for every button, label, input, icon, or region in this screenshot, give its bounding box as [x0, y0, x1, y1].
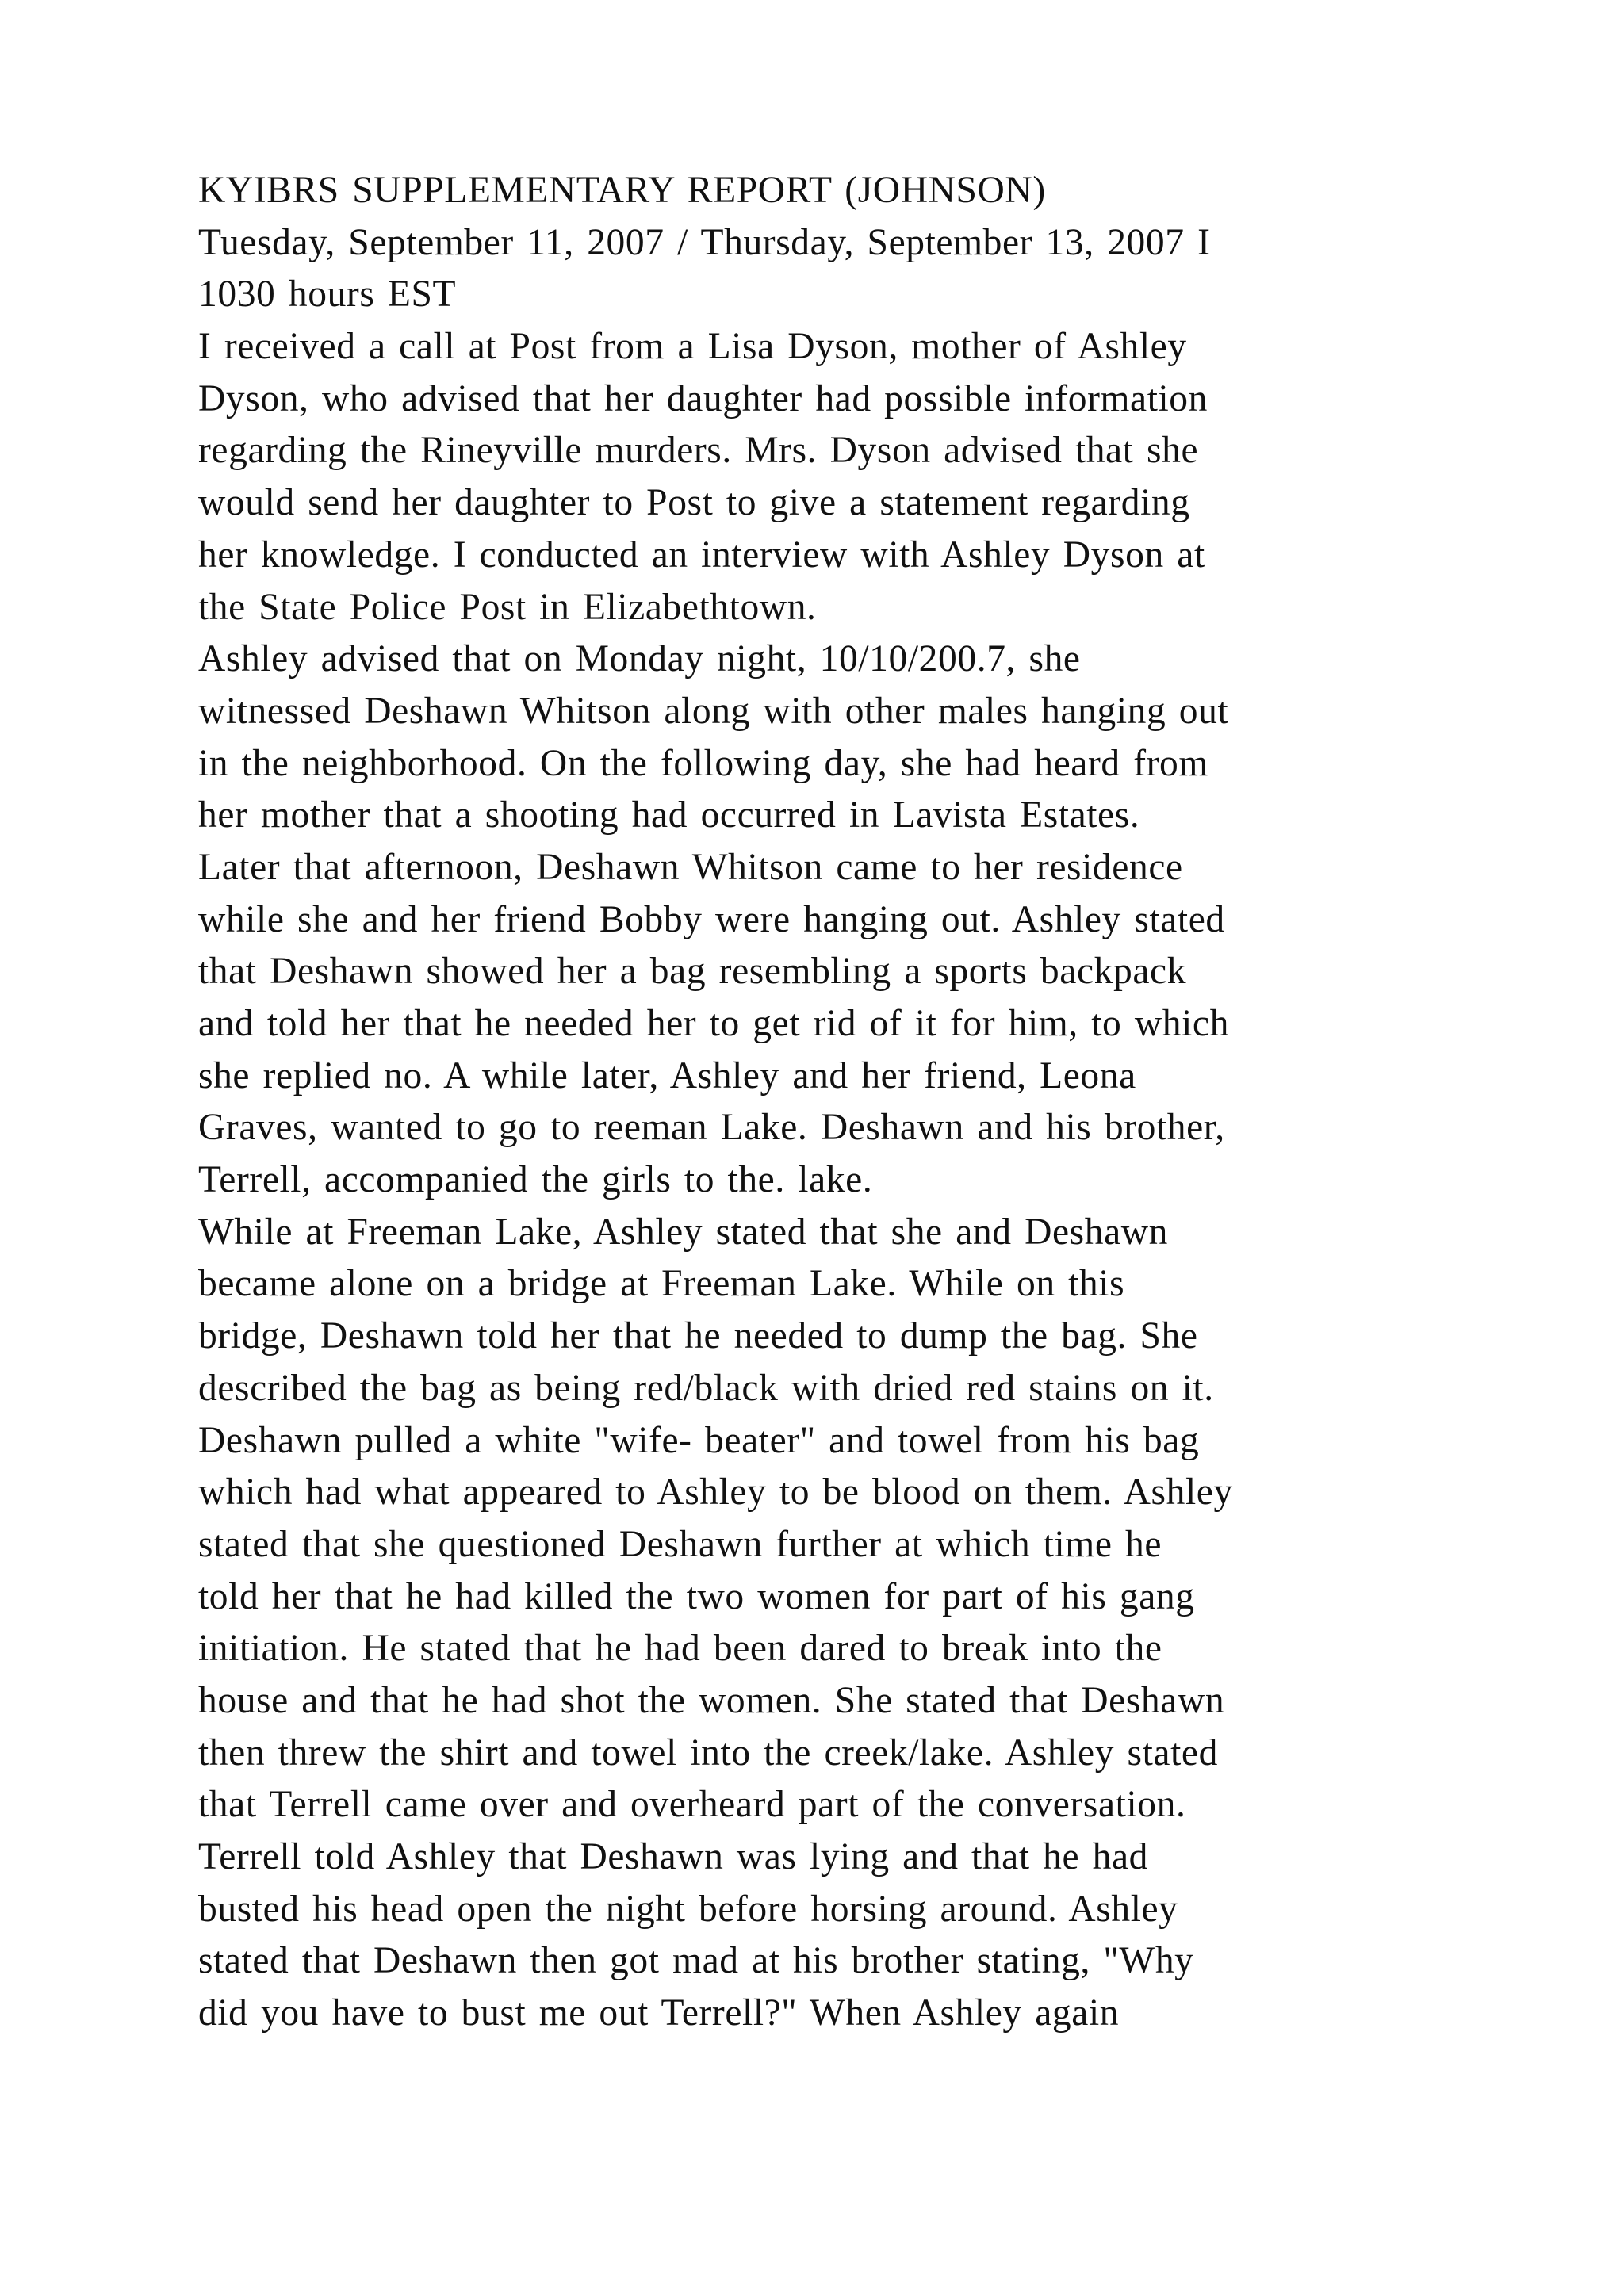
text-line: her mother that a shooting had occurred in Lavista Estates.: [198, 794, 1140, 836]
text-line: while she and her friend Bobby were hanging out. Ashley stated: [198, 898, 1225, 940]
report-title: KYIBRS SUPPLEMENTARY REPORT (JOHNSON): [198, 170, 1046, 211]
text-line: stated that she questioned Deshawn further at which time he: [198, 1523, 1162, 1565]
text-line: she replied no. A while later, Ashley and her friend, Leona: [198, 1054, 1136, 1096]
text-line: and told her that he needed her to get rid of it for him, to which: [198, 1003, 1229, 1044]
text-line: which had what appeared to Ashley to be blood on them. Ashley: [198, 1471, 1233, 1513]
text-line: Ashley advised that on Monday night, 10/10/200.7, she: [198, 638, 1081, 680]
text-line: the State Police Post in Elizabethtown.: [198, 586, 817, 628]
text-line: then threw the shirt and towel into the creek/lake. Ashley stated: [198, 1732, 1218, 1774]
text-line: Graves, wanted to go to reeman Lake. Deshawn and his brother,: [198, 1107, 1225, 1149]
text-line: Terrell, accompanied the girls to the. lake.: [198, 1159, 873, 1201]
text-line: would send her daughter to Post to give a statement regarding: [198, 482, 1190, 524]
text-line: that Deshawn showed her a bag resembling a sports backpack: [198, 951, 1187, 993]
text-line: Dyson, who advised that her daughter had possible information: [198, 377, 1208, 419]
text-line: told her that he had killed the two women for part of his gang: [198, 1575, 1195, 1617]
text-line: initiation. He stated that he had been dared to break into the: [198, 1628, 1162, 1670]
text-line: While at Freeman Lake, Ashley stated that she and Deshawn: [198, 1211, 1169, 1253]
text-line: bridge, Deshawn told her that he needed to dump the bag. She: [198, 1315, 1198, 1357]
text-line: I received a call at Post from a Lisa Dyson, mother of Ashley: [198, 326, 1187, 368]
text-line: Terrell told Ashley that Deshawn was lying and that he had: [198, 1836, 1149, 1877]
text-line: witnessed Deshawn Whitson along with other males hanging out: [198, 690, 1229, 732]
text-line: described the bag as being red/black with dried red stains on it.: [198, 1367, 1214, 1409]
text-line: house and that he had shot the women. She stated that Deshawn: [198, 1679, 1225, 1721]
text-line: Later that afternoon, Deshawn Whitson came to her residence: [198, 846, 1183, 888]
text-line: busted his head open the night before horsing around. Ashley: [198, 1888, 1178, 1930]
text-line: that Terrell came over and overheard part of the conversation.: [198, 1784, 1186, 1826]
text-line: in the neighborhood. On the following day, she had heard from: [198, 742, 1208, 784]
report-time: 1030 hours EST: [198, 274, 457, 316]
text-line: her knowledge. I conducted an interview with Ashley Dyson at: [198, 534, 1205, 576]
text-line: stated that Deshawn then got mad at his brother stating, "Why: [198, 1940, 1194, 1982]
report-dates: Tuesday, September 11, 2007 / Thursday, September 13, 2007 I: [198, 221, 1211, 263]
text-line: Deshawn pulled a white "wife- beater" and towel from his bag: [198, 1419, 1200, 1461]
report-body: [198, 165, 1546, 2040]
text-line: did you have to bust me out Terrell?" When Ashley again: [198, 1992, 1120, 2034]
text-line: regarding the Rineyville murders. Mrs. Dyson advised that she: [198, 430, 1199, 472]
text-line: became alone on a bridge at Freeman Lake. While on this: [198, 1263, 1125, 1305]
